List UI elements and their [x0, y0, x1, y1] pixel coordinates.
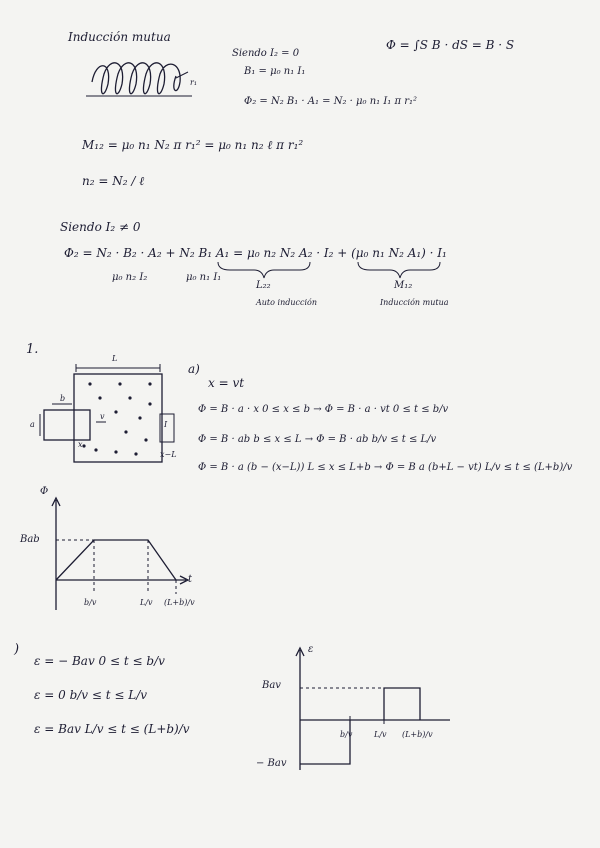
under-b2: μ₀ n₂ I₂	[112, 272, 148, 283]
problem-number: 1.	[26, 342, 39, 357]
induccion-mutua-label: Inducción mutua	[380, 298, 449, 307]
flux-graph	[52, 498, 188, 610]
underbrace-l22	[218, 262, 310, 278]
case1-b1: B₁ = μ₀ n₁ I₁	[244, 66, 306, 77]
emf-graph	[296, 648, 450, 770]
part-b-row-1: ε = − Bav 0 ≤ t ≤ b/v	[34, 654, 165, 668]
part-a-label: a)	[188, 362, 200, 376]
case2-phi2: Φ₂ = N₂ · B₂ · A₂ + N₂ B₁ A₁ = μ₀ n₂ N₂ A₂ · I₂ + (μ₀ n₁ N₂ A₁) · I₁	[64, 246, 447, 260]
diagram-label-current: I	[164, 420, 168, 429]
underbrace-m12	[358, 262, 440, 278]
emf-graph-pos: Bav	[262, 680, 281, 691]
under-b1: μ₀ n₁ I₁	[186, 272, 222, 283]
flux-graph-level: Bab	[20, 534, 40, 545]
case2-condition: Siendo I₂ ≠ 0	[60, 220, 141, 234]
case1-phi2: Φ₂ = N₂ B₁ · A₁ = N₂ · μ₀ n₁ I₁ π r₁²	[244, 96, 418, 107]
flux-graph-x-label: t	[188, 574, 193, 585]
solenoid-coil-icon	[86, 63, 192, 96]
flux-graph-tick-1: b/v	[84, 598, 97, 607]
flux-graph-y-label: Φ	[40, 486, 49, 497]
emf-graph-tick-2: L/v	[374, 730, 387, 739]
part-b-row-2: ε = 0 b/v ≤ t ≤ L/v	[34, 688, 148, 702]
diagram-label-a: a	[30, 420, 35, 429]
l22-label: L₂₂	[256, 280, 271, 291]
diagram-label-x: x	[78, 440, 83, 449]
diagram-label-L: L	[112, 354, 118, 363]
autoinduccion-label: Auto inducción	[256, 298, 317, 307]
m12-label: M₁₂	[394, 280, 413, 291]
part-a-row-3: Φ = B · a (b − (x−L)) L ≤ x ≤ L+b → Φ = B a (b+L − vt) L/v ≤ t ≤ (L+b)/v	[198, 462, 573, 473]
diagram-label-b: b	[60, 394, 66, 403]
n2-equation: n₂ = N₂ / ℓ	[82, 174, 145, 188]
flux-definition: Φ = ∫S B · dS = B · S	[386, 38, 515, 52]
part-a-row-1: Φ = B · a · x 0 ≤ x ≤ b → Φ = B · a · vt 0 ≤ t ≤ b/v	[198, 404, 449, 415]
m12-equation: M₁₂ = μ₀ n₁ N₂ π r₁² = μ₀ n₁ n₂ ℓ π r₁²	[82, 138, 304, 152]
emf-graph-neg: − Bav	[256, 758, 287, 769]
loop-field-diagram	[40, 364, 174, 462]
flux-graph-tick-2: L/v	[140, 598, 153, 607]
part-b-row-3: ε = Bav L/v ≤ t ≤ (L+b)/v	[34, 722, 190, 736]
emf-graph-tick-3: (L+b)/v	[402, 730, 433, 739]
part-a-row-2: Φ = B · ab b ≤ x ≤ L → Φ = B · ab b/v ≤ t ≤ L/v	[198, 434, 437, 445]
part-b-label: )	[14, 642, 20, 657]
page-heading: Inducción mutua	[68, 30, 171, 44]
emf-graph-tick-1: b/v	[340, 730, 353, 739]
coil-radius-label: r₁	[190, 78, 198, 87]
diagram-label-xl: x−L	[160, 450, 177, 459]
emf-graph-y-label: ε	[308, 644, 314, 655]
diagram-label-v: v	[100, 412, 105, 421]
case1-condition: Siendo I₂ = 0	[232, 48, 300, 59]
flux-graph-tick-3: (L+b)/v	[164, 598, 195, 607]
part-a-x-eq: x = vt	[208, 376, 245, 390]
